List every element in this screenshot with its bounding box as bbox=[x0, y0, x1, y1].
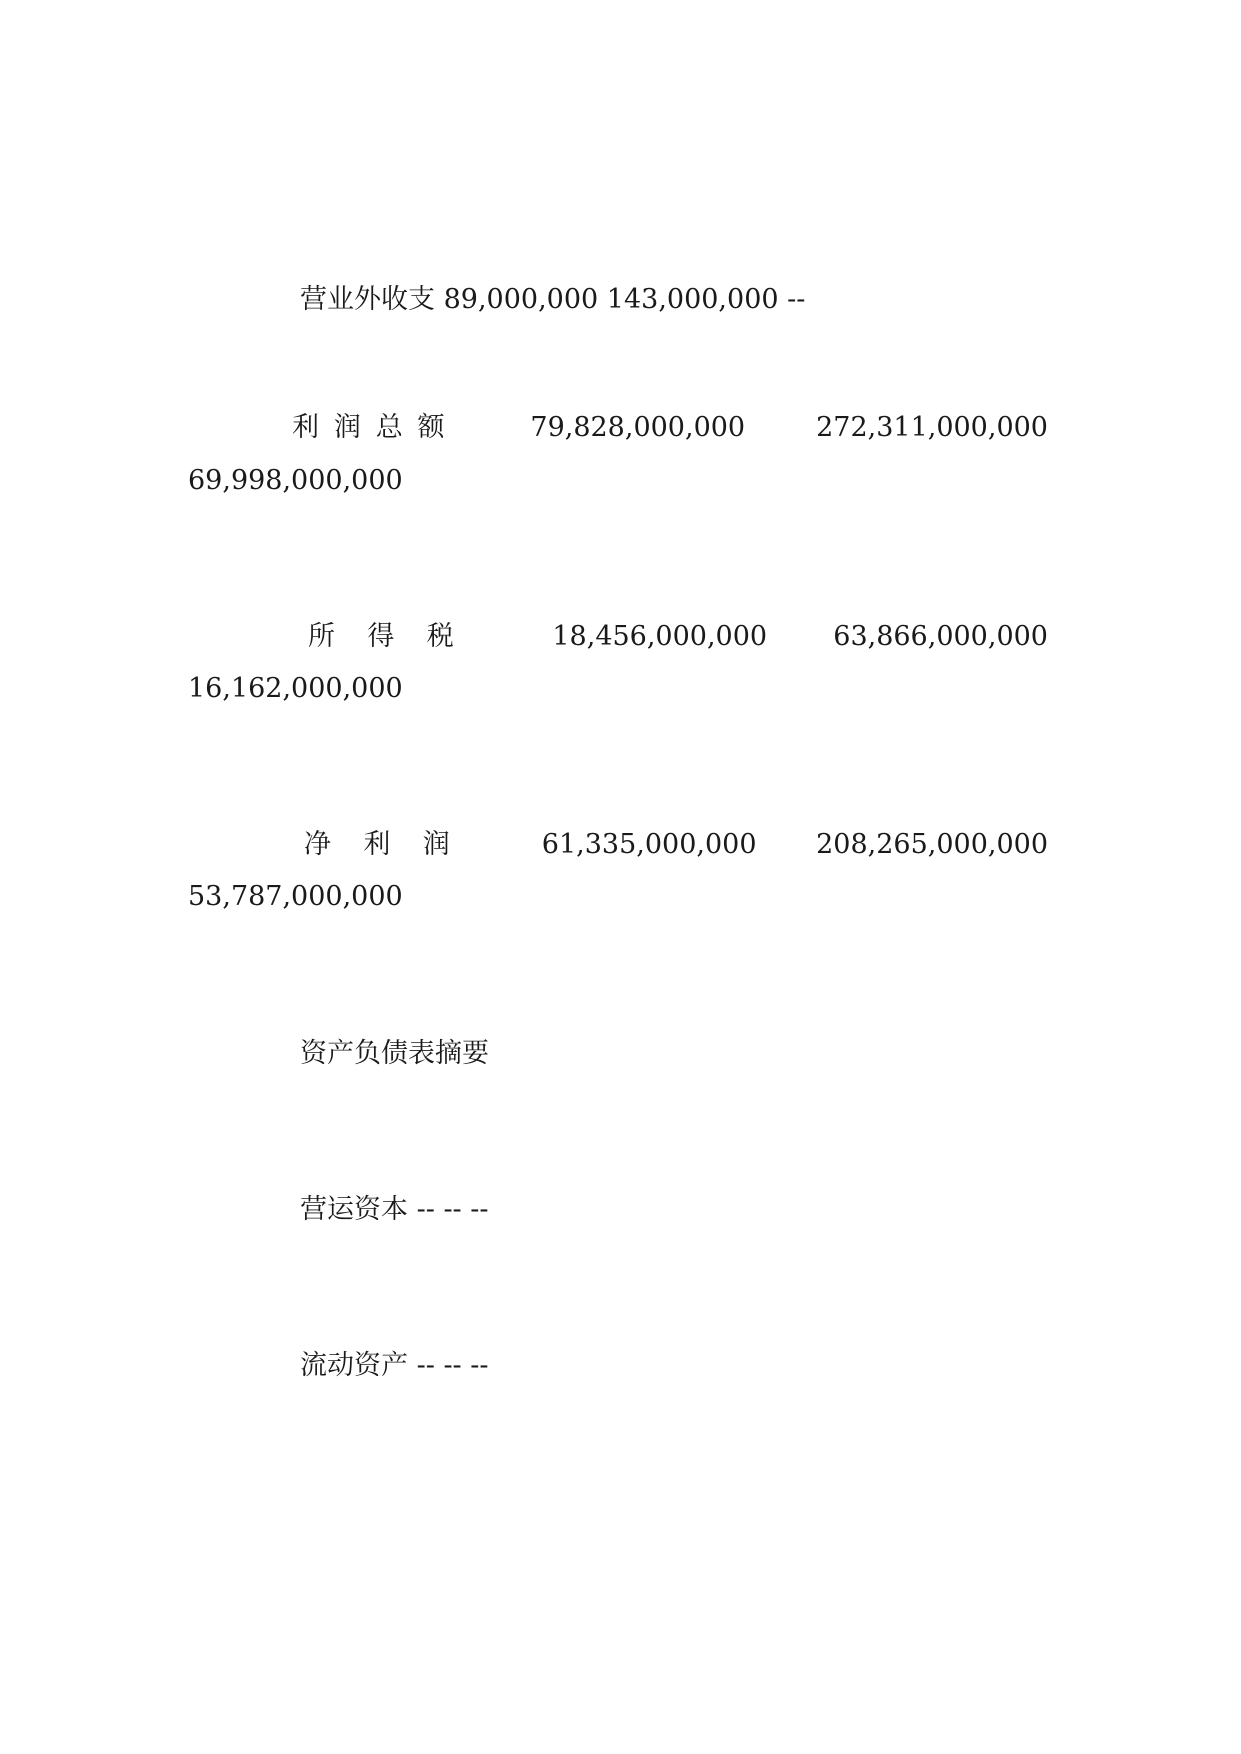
income-row-total-profit bbox=[188, 399, 1048, 457]
row-value-2: 143,000,000 bbox=[606, 284, 779, 315]
row-value-3: 69,998,000,000 bbox=[188, 465, 403, 496]
row-value-1: 61,335,000,000 bbox=[541, 829, 757, 860]
row-value-1: 89,000,000 bbox=[443, 284, 599, 315]
row-value-2: 63,866,000,000 bbox=[833, 621, 1048, 652]
row-value-3: -- bbox=[787, 284, 806, 315]
row-label: 营运资本 bbox=[300, 1194, 408, 1225]
row-label: 净利润 bbox=[304, 829, 483, 860]
income-row-nonoperating bbox=[188, 271, 1160, 329]
row-value-3: 16,162,000,000 bbox=[188, 673, 403, 704]
row-value-2: 208,265,000,000 bbox=[816, 829, 1048, 860]
income-row-total-profit-cont bbox=[188, 452, 1048, 510]
balance-row-current-assets bbox=[188, 1337, 1160, 1395]
balance-sheet-summary-title: 资产负债表摘要 bbox=[300, 1038, 489, 1069]
row-label: 利润总额 bbox=[292, 412, 460, 443]
row-value-3: 53,787,000,000 bbox=[188, 881, 403, 912]
income-row-income-tax-cont bbox=[188, 660, 1048, 718]
income-row-income-tax bbox=[188, 608, 1048, 666]
row-value-2: -- bbox=[443, 1350, 462, 1381]
row-value-3: -- bbox=[470, 1194, 489, 1225]
row-label: 营业外收支 bbox=[300, 284, 435, 315]
row-value-1: 79,828,000,000 bbox=[530, 412, 746, 443]
row-value-2: -- bbox=[443, 1194, 462, 1225]
balance-row-working-capital bbox=[188, 1181, 1160, 1239]
row-value-2: 272,311,000,000 bbox=[816, 412, 1048, 443]
row-label: 所得税 bbox=[308, 621, 487, 652]
income-row-net-profit-cont bbox=[188, 868, 1048, 926]
row-label: 流动资产 bbox=[300, 1350, 408, 1381]
row-value-3: -- bbox=[470, 1350, 489, 1381]
income-row-net-profit bbox=[188, 816, 1048, 874]
section-title bbox=[188, 1025, 1160, 1083]
row-value-1: 18,456,000,000 bbox=[552, 621, 768, 652]
row-value-1: -- bbox=[416, 1350, 435, 1381]
row-value-1: -- bbox=[416, 1194, 435, 1225]
